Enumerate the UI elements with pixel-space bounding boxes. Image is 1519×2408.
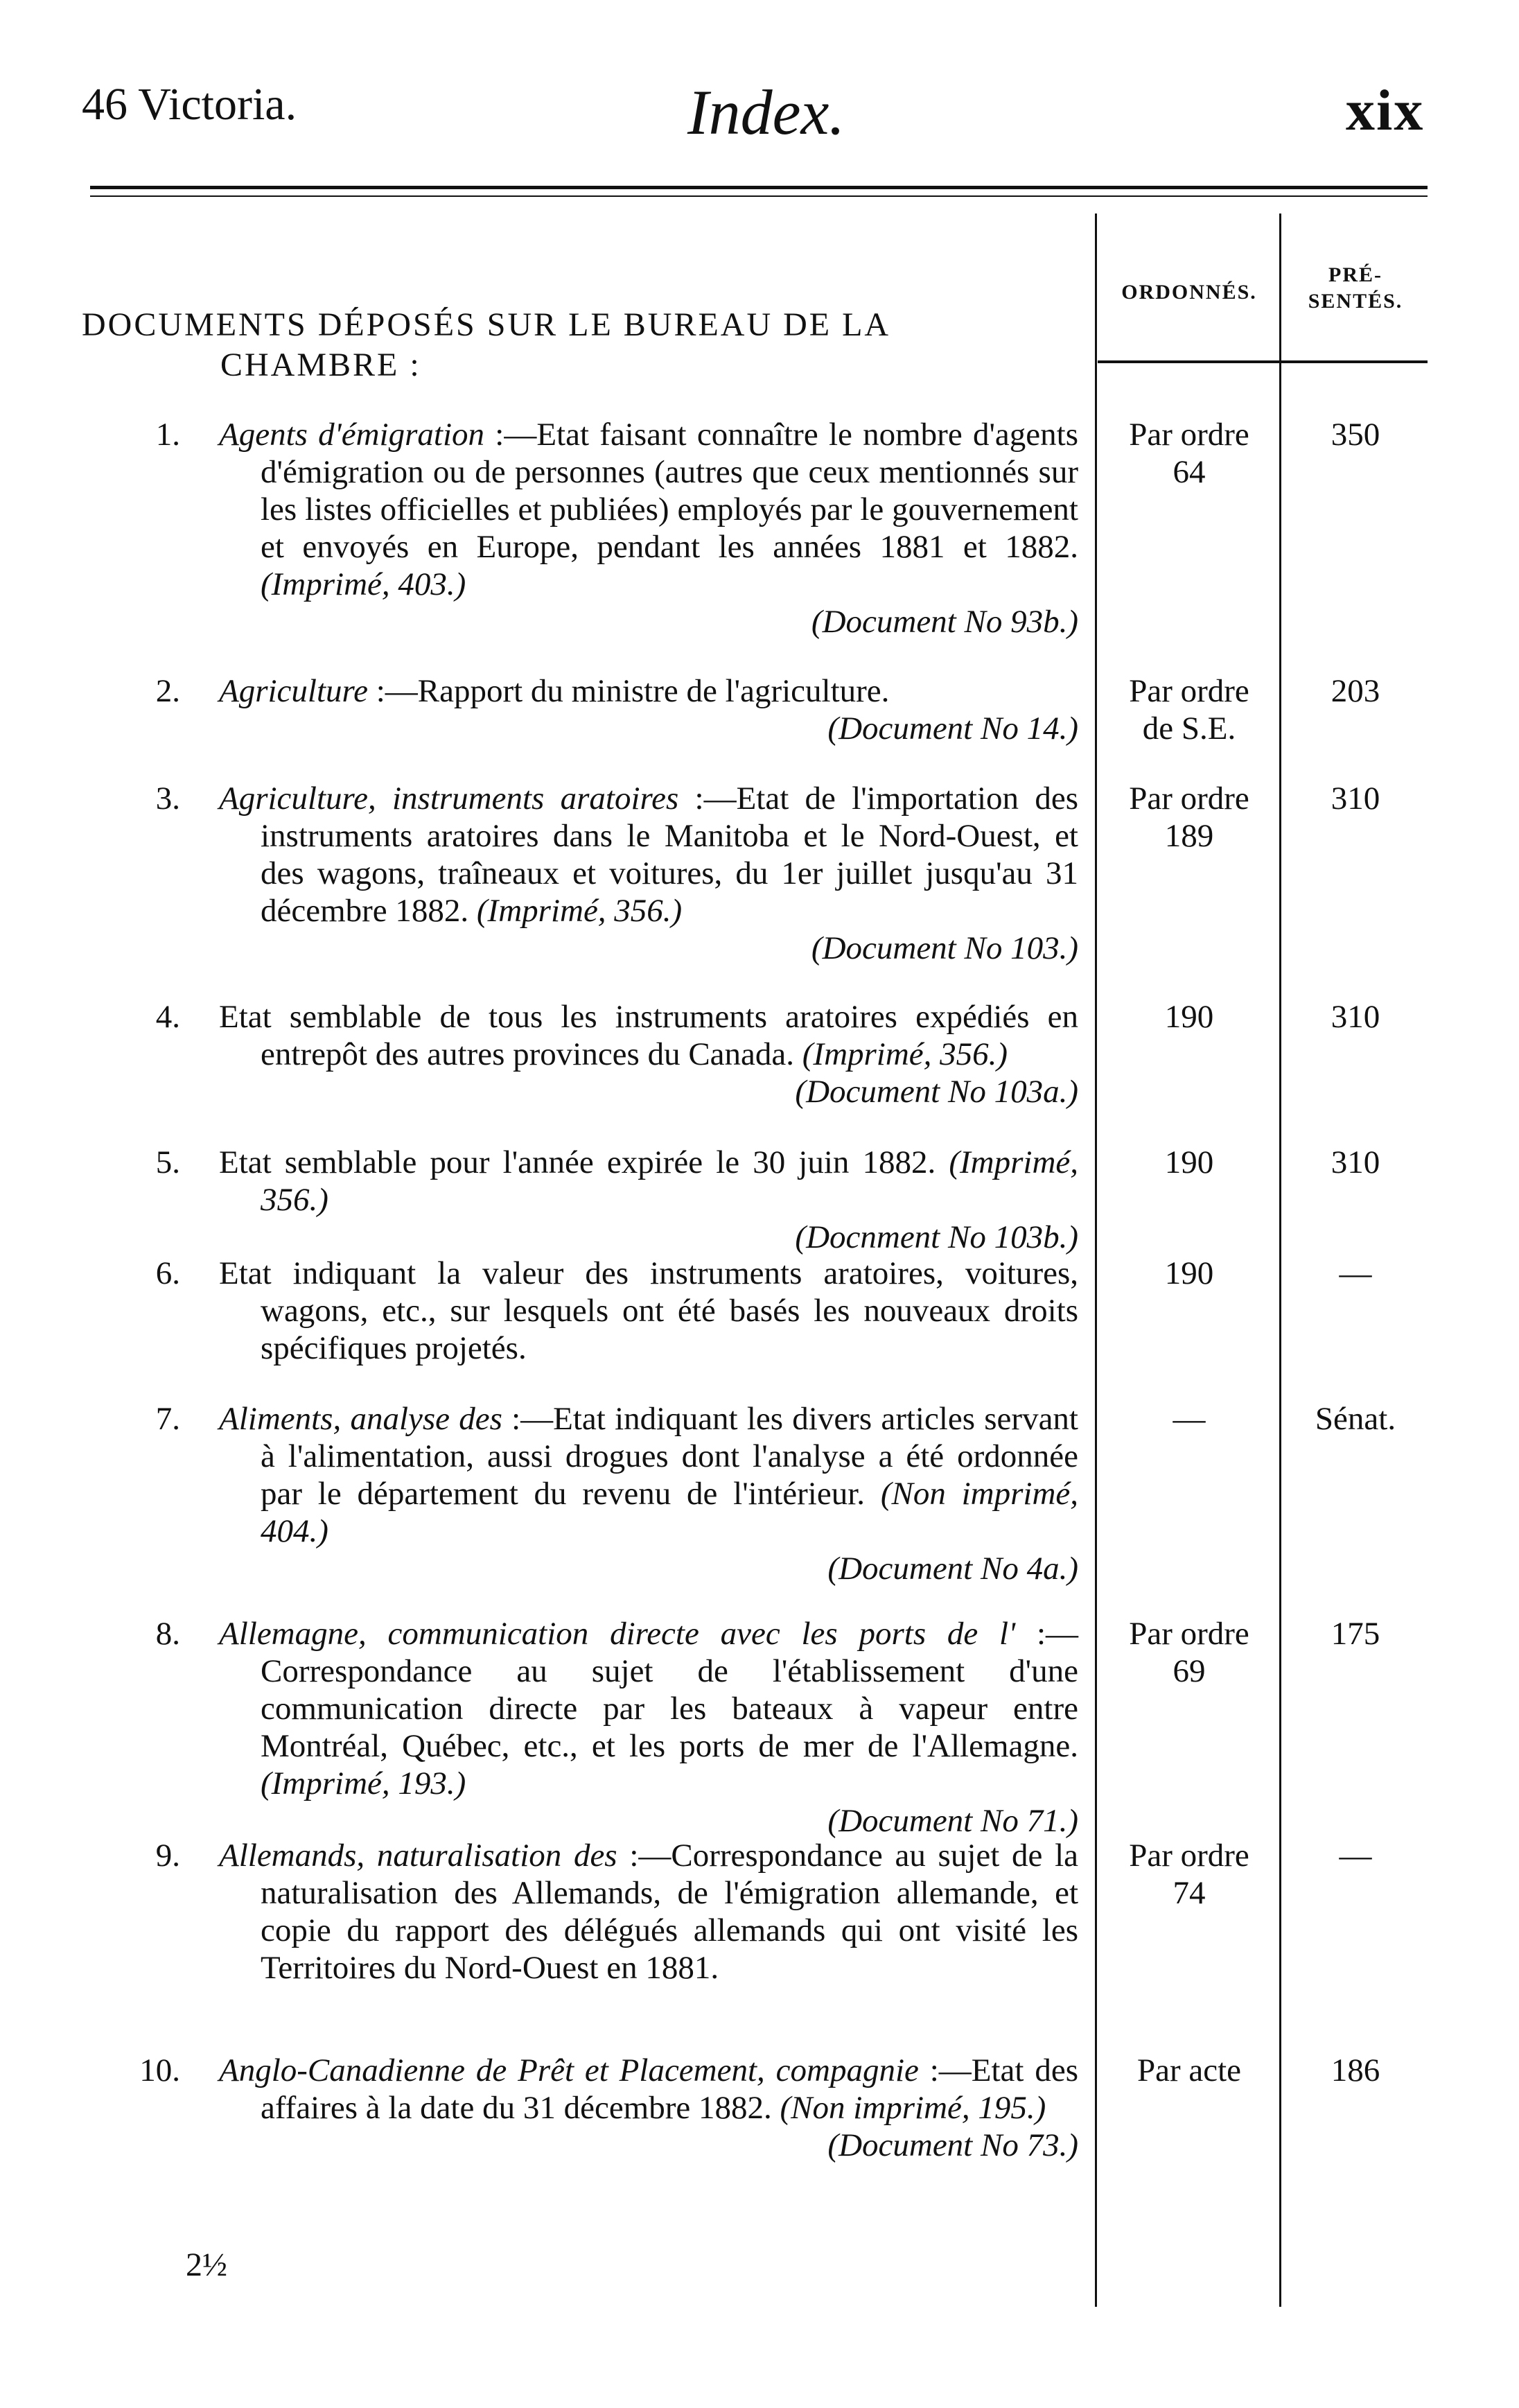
column-header-rule	[1098, 360, 1428, 363]
entry-number: 5.	[155, 1144, 180, 1180]
column-header-presentes	[1283, 262, 1428, 314]
entry-ordonnes	[1102, 1615, 1276, 1690]
entry-subject: Agriculture	[219, 673, 368, 709]
entry-text: Etat semblable pour l'année expirée le 30 juin 1882.	[219, 1144, 936, 1180]
entry-number: 1.	[155, 417, 180, 453]
entry-body	[219, 1144, 1079, 1256]
entry-document-ref: (Docnment No 103b.)	[795, 1219, 1078, 1255]
entry-presentes: —	[1339, 1255, 1372, 1291]
entry-printed: (Imprimé, 193.)	[261, 1765, 466, 1801]
entry-ordonnes: 190	[1164, 1144, 1214, 1180]
entry-number: 10.	[139, 2052, 180, 2088]
entry-presentes: 310	[1331, 780, 1380, 817]
entry-ordonnes: 190	[1164, 999, 1214, 1035]
entry-subject: Anglo-Canadienne de Prêt et Placement, compagnie	[219, 2052, 919, 2088]
entry-number: 7.	[155, 1401, 180, 1437]
entry-printed: (Non imprimé, 195.)	[780, 2090, 1046, 2126]
entry-text: :—Rapport du ministre de l'agriculture.	[367, 673, 890, 709]
running-head-page-number: xix	[1346, 78, 1425, 143]
entry-printed: (Imprimé, 356.)	[476, 893, 683, 929]
entry-body	[219, 1837, 1078, 1987]
column-divider-ordonnes-left	[1095, 213, 1097, 2307]
signature-mark: 2½	[186, 2246, 227, 2283]
column-header-ordonnes: ORDONNÉS.	[1121, 281, 1257, 304]
ordonnes-line2: 74	[1173, 1875, 1206, 1911]
column-divider-presentes-left	[1279, 213, 1281, 2307]
entry-number: 8.	[155, 1616, 180, 1652]
column-header-presentes-line2: SENTÉS.	[1308, 289, 1403, 313]
entry-ordonnes	[1102, 672, 1276, 747]
entry-ordonnes	[1102, 1837, 1276, 1912]
entry-ordonnes: —	[1173, 1401, 1206, 1437]
entry-text: :—Correspondance au sujet de l'établissement d'une communication directe par les bateaux à vapeur entre Montréal, Québec, etc., et les ports de mer de l'Allemagne.	[261, 1616, 1078, 1764]
entry-subject: Allemagne, communication directe avec les ports de l'	[219, 1616, 1016, 1652]
entry-text: :—Etat de l'importation des instruments aratoires dans le Manitoba et le Nord-Ouest, et des wagons, traîneaux et voitures, du 1er juillet jusqu'au 31 décembre 1882.	[261, 780, 1078, 929]
entry-presentes: 310	[1331, 999, 1380, 1035]
entry-text: Etat semblable de tous les instruments aratoires expédiés en entrepôt des autres provinces du Canada.	[219, 999, 1078, 1072]
entry-document-ref: (Document No 103.)	[811, 930, 1078, 966]
entry-number: 2.	[155, 673, 180, 709]
entry-document-ref: (Document No 73.)	[827, 2127, 1078, 2163]
ordonnes-line2: 69	[1173, 1653, 1206, 1689]
entry-body	[219, 998, 1078, 1110]
ordonnes-line2: de S.E.	[1142, 710, 1236, 747]
entry-presentes: 175	[1331, 1616, 1380, 1652]
section-title-line2: CHAMBRE :	[220, 347, 421, 383]
entry-presentes: 310	[1331, 1144, 1380, 1180]
entry-text: :—Correspondance au sujet de la naturalisation des Allemands, de l'émigration allemande, et copie du rapport des délégués allemands qui ont visité les Territoires du Nord-Ouest en 1881.	[261, 1838, 1078, 1986]
ordonnes-line1: Par ordre	[1129, 417, 1249, 453]
entry-subject: Aliments, analyse des	[219, 1401, 502, 1437]
entry-presentes: 186	[1331, 2052, 1380, 2088]
entry-text: :—Etat indiquant les divers articles servant à l'alimentation, aussi drogues dont l'analyse a été ordonnée par le département du revenu de l'intérieur.	[261, 1401, 1078, 1512]
column-header-presentes-line1: PRÉ-	[1328, 263, 1382, 286]
entry-ordonnes: 190	[1164, 1255, 1214, 1291]
ordonnes-line1: Par ordre	[1129, 1838, 1249, 1874]
entry-ordonnes	[1102, 780, 1276, 855]
entry-subject: Agents d'émigration	[219, 417, 485, 453]
section-title-line1: DOCUMENTS DÉPOSÉS SUR LE BUREAU DE LA	[82, 306, 891, 343]
entry-number: 3.	[155, 780, 180, 817]
entry-number: 9.	[155, 1838, 180, 1874]
running-head-volume: 46 Victoria.	[82, 79, 297, 130]
entry-printed: (Non imprimé, 404.)	[261, 1476, 1078, 1549]
entry-subject: Allemands, naturalisation des	[219, 1838, 617, 1874]
header-thick-rule	[90, 186, 1428, 189]
entry-number: 6.	[155, 1255, 180, 1291]
entry-body	[219, 1615, 1078, 1840]
entry-body	[219, 1255, 1078, 1367]
entry-subject: Agriculture, instruments aratoires	[219, 780, 679, 817]
entry-text: Etat indiquant la valeur des instruments aratoires, voitures, wagons, etc., sur lesquels ont été basés les nouveaux droits spécifiques projetés.	[219, 1255, 1078, 1366]
entry-presentes: 350	[1331, 417, 1380, 453]
entry-body	[219, 1400, 1078, 1587]
entry-body	[219, 780, 1078, 967]
entry-body	[219, 672, 1078, 747]
entry-document-ref: (Document No 103a.)	[795, 1074, 1078, 1110]
entry-printed: (Imprimé, 403.)	[261, 566, 466, 602]
ordonnes-line1: Par ordre	[1129, 780, 1249, 817]
entry-body	[219, 2052, 1078, 2164]
entry-document-ref: (Document No 4a.)	[827, 1551, 1078, 1587]
entry-presentes: Sénat.	[1315, 1401, 1396, 1437]
section-title	[82, 305, 1073, 385]
ordonnes-line1: Par ordre	[1129, 673, 1249, 709]
ordonnes-line2: 189	[1164, 818, 1214, 854]
entry-document-ref: (Document No 93b.)	[811, 604, 1078, 640]
entry-presentes: 203	[1331, 673, 1380, 709]
entry-body	[219, 416, 1078, 640]
header-thin-rule	[90, 195, 1428, 197]
entry-printed: (Imprimé, 356.)	[261, 1144, 1079, 1218]
entry-document-ref: (Document No 14.)	[827, 710, 1078, 747]
entry-presentes: —	[1339, 1838, 1372, 1874]
entry-text: :—Etat faisant connaître le nombre d'agents d'émigration ou de personnes (autres que ceux mentionnés sur les listes officielles et publiées) employés par le gouvernement et envoyés en Europe, pendant les années 1881 et 1882.	[261, 417, 1078, 565]
entry-ordonnes	[1102, 416, 1276, 491]
entry-number: 4.	[155, 999, 180, 1035]
ordonnes-line2: 64	[1173, 454, 1206, 490]
running-head-title: Index.	[687, 77, 845, 148]
ordonnes-line1: Par ordre	[1129, 1616, 1249, 1652]
entry-printed: (Imprimé, 356.)	[802, 1036, 1008, 1072]
entry-document-ref: (Document No 71.)	[827, 1803, 1078, 1839]
entry-text: :—Etat des affaires à la date du 31 décembre 1882.	[261, 2052, 1078, 2126]
entry-ordonnes: Par acte	[1136, 2052, 1242, 2088]
